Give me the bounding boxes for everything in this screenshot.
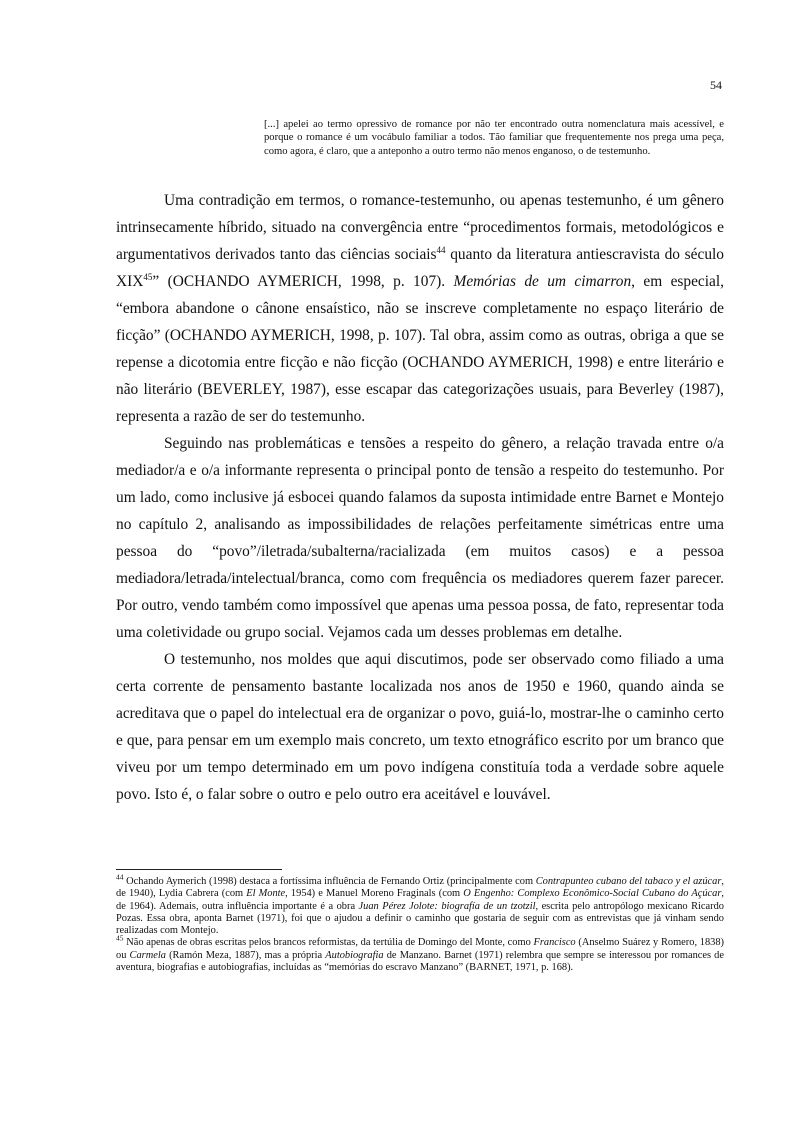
work-title: Carmela — [129, 949, 166, 961]
footnote-text: de Manzano. Barnet (1971) relembra que sempre se interessou por romances de aventura, biografias e autobiografias, incluídas as “memórias do escravo Manzano” (BARNET, 1971, p. 168). — [116, 949, 724, 974]
page-number: 54 — [710, 78, 722, 92]
footnote-ref-45[interactable]: 45 — [143, 271, 153, 282]
footnote-text: (Anselmo Suárez y Romero, 1838) ou — [116, 937, 725, 961]
paragraph-1-text: Uma contradição em termos, o romance-testemunho, ou apenas testemunho, é um gênero intrinsecamente híbrido, situado na convergência entre “procedimentos formais, metodológicos e argumentativos derivados tanto das ciências sociais — [116, 192, 724, 263]
body-text — [116, 187, 724, 808]
footnote-text: (Ramón Meza, 1887), mas a própria — [165, 949, 326, 961]
footnote-text: Ochando Aymerich (1998) destaca a fortíssima influência de Fernando Ortiz (principalmente com — [123, 876, 536, 887]
footnote-text: , de 1940), Lydia Cabrera (com — [116, 876, 724, 900]
work-title: El Monte — [246, 888, 286, 900]
footnote-divider — [116, 869, 282, 870]
work-title: Contrapunteo cubano del tabaco y el azúcar — [535, 876, 722, 887]
paragraph-1-text: , em especial, “embora abandone o cânone ensaístico, não se inscreve completamente no espaço literário de ficção” (OCHANDO AYMERICH, 1998, p. 107). Tal obra, assim como as outras, obriga a que se repense a dicotomia entre ficção e não ficção (OCHANDO AYMERICH, 1998) e entre literário e não literário (BEVERLEY, 1987), esse escapar das categorizações usuais, para Beverley (1987), representa a razão de ser do testemunho. — [116, 273, 724, 425]
paragraph-1 — [116, 187, 724, 430]
footnote-ref-44[interactable]: 44 — [436, 244, 446, 255]
work-title: O Engenho: Complexo Econômico-Social Cubano do Açúcar — [463, 888, 722, 900]
footnote-text: , 1954) e Manuel Moreno Fraginals (com — [285, 888, 464, 900]
paragraph-2: Seguindo nas problemáticas e tensões a respeito do gênero, a relação travada entre o/a mediador/a e o/a informante representa o principal ponto de tensão a respeito do testemunho. Por um lado, como inclusive já esbocei quando falamos da suposta intimidade entre Barnet e Montejo no capítulo 2, analisando as impossibilidades de relações perfeitamente simétricas entre uma pessoa do “povo”/iletrada/subalterna/racializada (em muitos casos) e a pessoa mediadora/letrada/intelectual/branca, como com frequência os mediadores querem fazer parecer. Por outro, vendo também como impossível que apenas uma pessoa possa, de fato, representar toda uma coletividade ou grupo social. Vejamos cada um desses problemas em detalhe. — [116, 435, 724, 641]
footnote-text: , escrita pelo antropólogo mexicano Ricardo Pozas. Essa obra, aponta Barnet (1971), foi que o ajudou a definir o caminho que gostaria de seguir com as entrevistas que já vinham sendo realizadas com Montejo. — [116, 900, 724, 937]
work-title: Memórias de um cimarron — [453, 273, 632, 290]
footnote-44 — [116, 872, 724, 937]
footnotes — [116, 872, 725, 974]
footnote-number: 44 — [116, 872, 124, 882]
footnote-45 — [116, 934, 725, 974]
work-title: Francisco — [533, 937, 576, 949]
paragraph-1-text: quanto da literatura antiescravista do século XIX — [116, 246, 724, 290]
footnote-text: Não apenas de obras escritas pelos brancos reformistas, da tertúlia de Domingo del Monte, como — [123, 937, 534, 949]
work-title: Autobiografia — [325, 949, 384, 961]
work-title: Juan Pérez Jolote: biografía de un tzotzil — [358, 900, 536, 912]
block-quote: [...] apelei ao termo opressivo de romance por não ter encontrado outra nomenclatura mais acessível, e porque o romance é um vocábulo familiar a todos. Tão familiar que frequentemente nos prega uma peça, como agora, é claro, que a anteponho a outro termo não menos enganoso, o de testemunho. — [264, 119, 724, 157]
footnote-text: , de 1964). Ademais, outra influência importante é a obra — [116, 888, 724, 912]
footnote-number: 45 — [116, 934, 124, 944]
paragraph-1-text: ” (OCHANDO AYMERICH, 1998, p. 107). — [152, 273, 454, 290]
paragraph-3: O testemunho, nos moldes que aqui discutimos, pode ser observado como filiado a uma certa corrente de pensamento bastante localizada nos anos de 1950 e 1960, quando ainda se acreditava que o papel do intelectual era de organizar o povo, guiá-lo, mostrar-lhe o caminho certo e que, para pensar em um exemplo mais concreto, um texto etnográfico escrito por um branco que viveu por um tempo determinado em um povo indígena constituía toda a verdade sobre aquele povo. Isto é, o falar sobre o outro e pelo outro era aceitável e louvável. — [116, 651, 724, 803]
